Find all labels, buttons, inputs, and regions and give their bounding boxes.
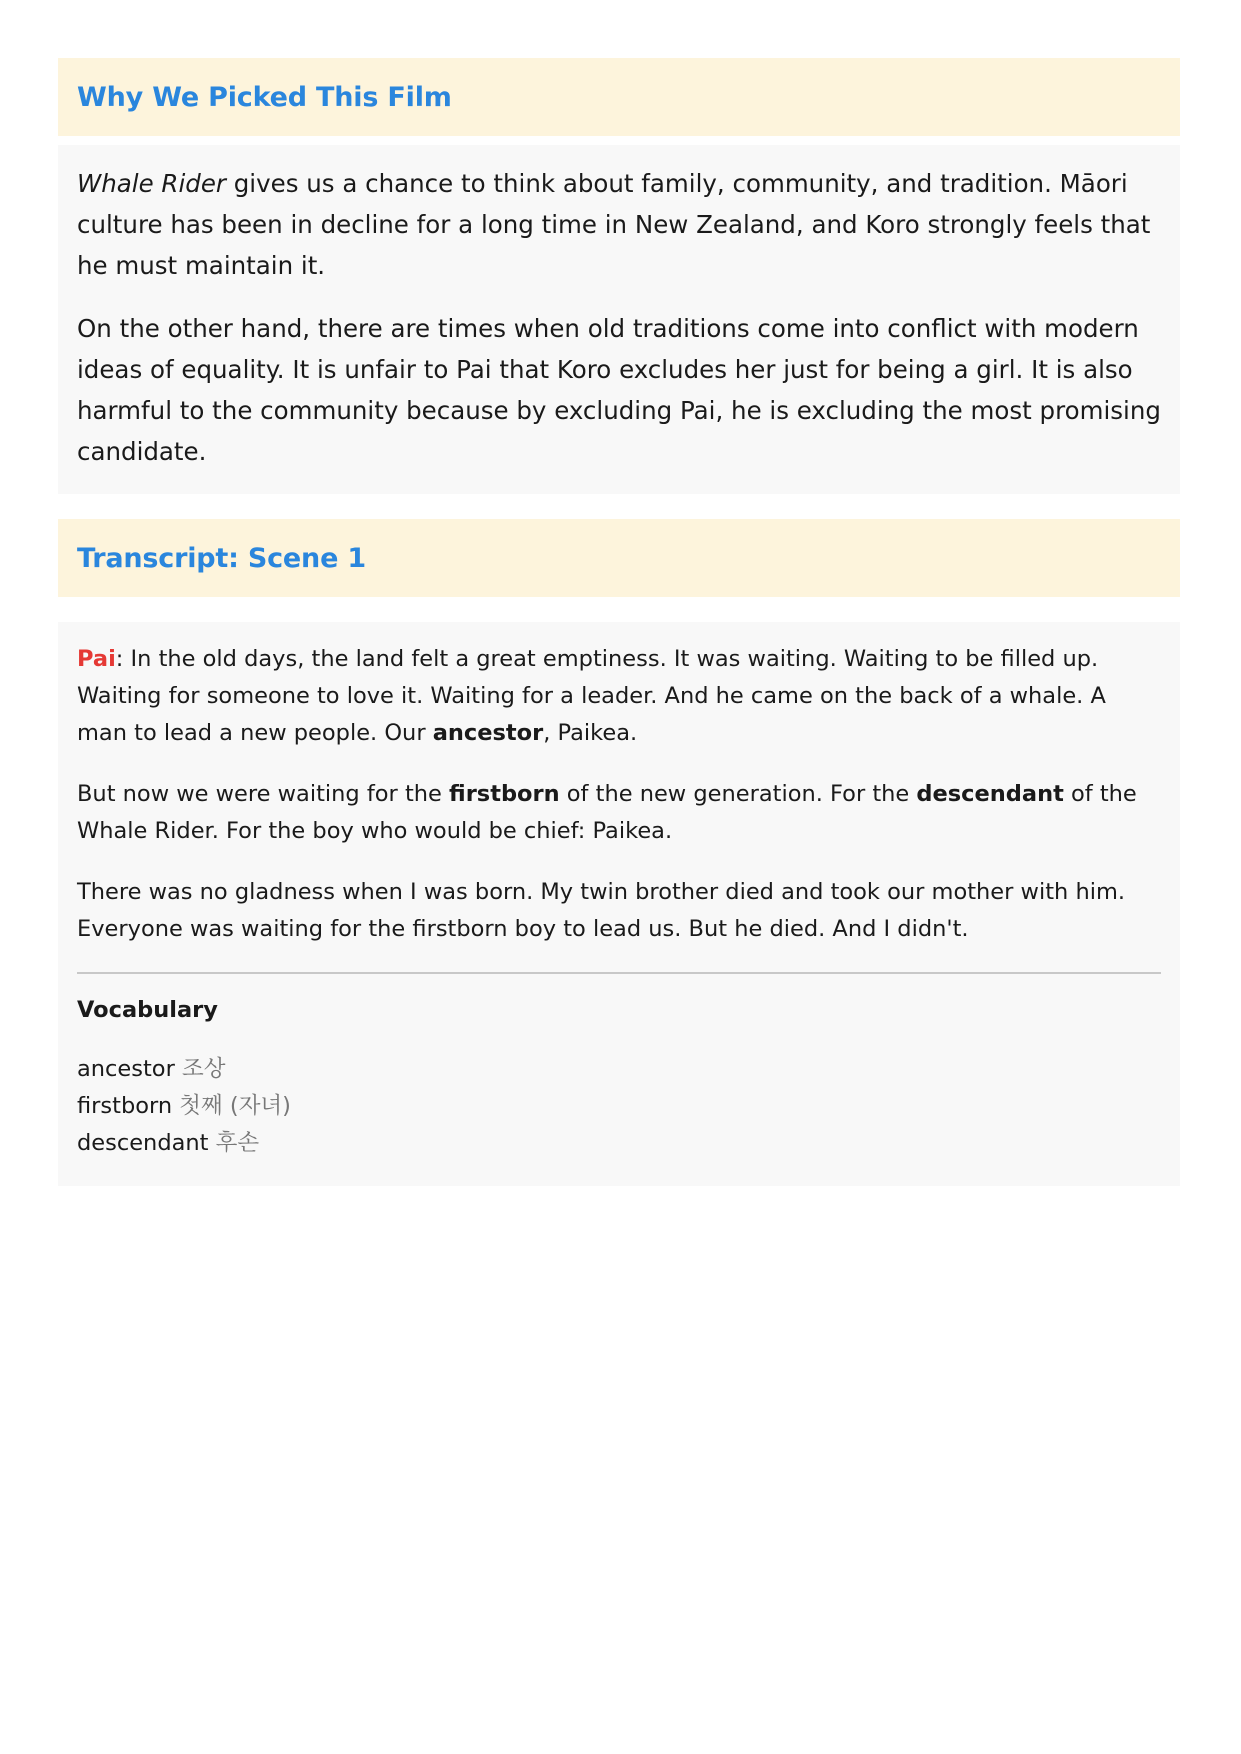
why-paragraph-1 xyxy=(77,163,1161,286)
vocab-term: firstborn xyxy=(77,1093,173,1119)
transcript-panel xyxy=(58,622,1180,1186)
why-paragraph-1-text: gives us a chance to think about family, community, and tradition. Māori culture has been in decline for a long time in New Zealand, and Koro strongly feels that he must maintain it. xyxy=(77,169,1151,280)
vocab-highlight: descendant xyxy=(916,781,1064,807)
vocabulary-list xyxy=(77,1051,1161,1162)
transcript-header xyxy=(58,519,1180,597)
vocab-item xyxy=(77,1088,1161,1125)
dialog-text: of the Whale Rider. For the boy who would be chief: Paikea. xyxy=(77,781,1137,844)
speaker-name: Pai xyxy=(77,646,116,672)
dialog-text: But now we were waiting for the xyxy=(77,781,450,807)
vocab-item xyxy=(77,1125,1161,1162)
vocab-highlight: firstborn xyxy=(449,781,560,807)
vocab-item xyxy=(77,1051,1161,1088)
dialog-text: of the new generation. For the xyxy=(559,781,917,807)
vocab-term: ancestor xyxy=(77,1056,175,1082)
why-we-picked-header xyxy=(58,58,1180,136)
vocab-term: descendant xyxy=(77,1130,209,1156)
dialog-text: , Paikea. xyxy=(543,720,638,746)
vocab-translation: 조상 xyxy=(181,1056,226,1082)
vocab-highlight: ancestor xyxy=(432,720,544,746)
vocab-translation: 첫째 (자녀) xyxy=(179,1093,291,1119)
section-heading: Transcript: Scene 1 xyxy=(77,542,366,574)
transcript-paragraph-2 xyxy=(77,776,1161,850)
transcript-paragraph-3: There was no gladness when I was born. My twin brother died and took our mother with him. Everyone was waiting for the firstborn boy to lead us. But he died. And I didn't. xyxy=(77,879,1126,942)
vocab-translation: 후손 xyxy=(215,1130,260,1156)
why-paragraph-2: On the other hand, there are times when old traditions come into conflict with modern ideas of equality. It is unfair to Pai that Koro excludes her just for being a girl. It is also harmful to the community because by excluding Pai, he is excluding the most promising candidate. xyxy=(77,314,1161,466)
why-we-picked-panel xyxy=(58,145,1180,494)
dialog-text: : In the old days, the land felt a great emptiness. It was waiting. Waiting to be filled up. Waiting for someone to love it. Waiting for a leader. And he came on the back of a whale. A man to lead a new people. Our xyxy=(77,646,1106,746)
film-title: Whale Rider xyxy=(77,169,226,198)
vocabulary-title: Vocabulary xyxy=(77,997,218,1023)
divider xyxy=(77,972,1161,974)
section-heading: Why We Picked This Film xyxy=(77,81,452,113)
transcript-paragraph-1 xyxy=(77,641,1161,752)
